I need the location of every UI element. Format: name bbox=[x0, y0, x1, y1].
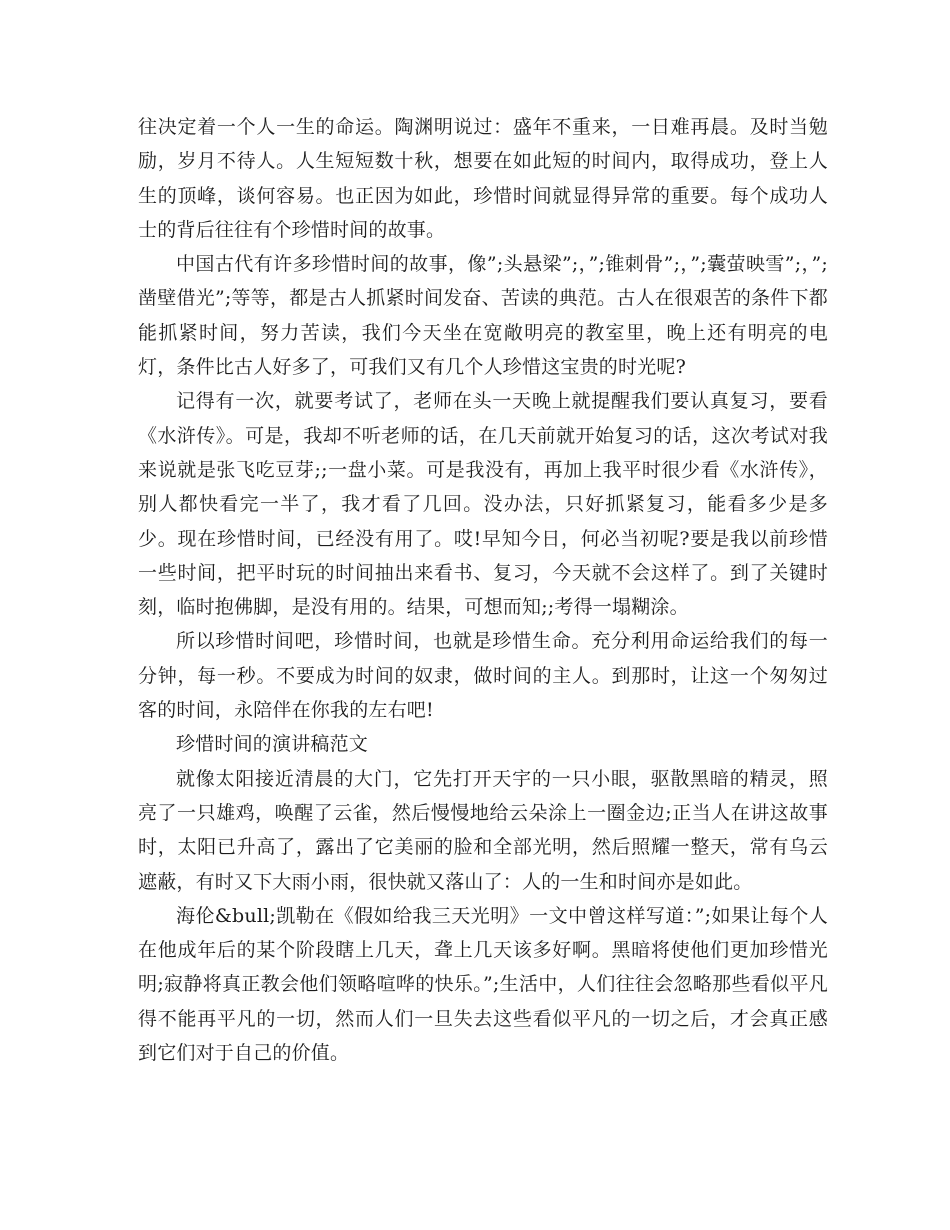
paragraph-exam-memory: 记得有一次，就要考试了，老师在头一天晚上就提醒我们要认真复习，要看《水浒传》。可是，我却不听老师的话，在几天前就开始复习的话，这次考试对我来说就是张飞吃豆芽;;一盘小菜。可是我没有，再加上我平时很少看《水浒传》，别人都快看完一半了，我才看了几回。没办法，只好抓紧复习，能看多少是多少。现在珍惜时间，已经没有用了。哎!早知今日，何必当初呢?要是我以前珍惜一些时间，把平时玩的时间抽出来看书、复习，今天就不会这样了。到了关键时刻，临时抱佛脚，是没有用的。结果，可想而知;;考得一塌糊涂。 bbox=[138, 390, 828, 619]
paragraph-conclusion: 所以珍惜时间吧，珍惜时间，也就是珍惜生命。充分利用命运给我们的每一分钟，每一秒。不要成为时间的奴隶，做时间的主人。到那时，让这一个匆匆过客的时间，永陪伴在你我的左右吧! bbox=[138, 630, 828, 722]
paragraph-helen-keller: 海伦&bull;凯勒在《假如给我三天光明》一文中曾这样写道：”;如果让每个人在他成年后的某个阶段瞎上几天，聋上几天该多好啊。黑暗将使他们更加珍惜光明;寂静将真正教会他们领略喧哗的快乐。”;生活中，人们往往会忽略那些看似平凡得不能再平凡的一切，然而人们一旦失去这些看似平凡的一切之后，才会真正感到它们对于自己的价值。 bbox=[138, 904, 828, 1065]
paragraph-ancient-stories: 中国古代有许多珍惜时间的故事，像”;头悬梁”;，”;锥刺骨”;，”;囊萤映雪”;，”;凿壁借光”;等等，都是古人抓紧时间发奋、苦读的典范。古人在很艰苦的条件下都能抓紧时间，努力苦读，我们今天坐在宽敞明亮的教室里，晚上还有明亮的电灯，条件比古人好多了，可我们又有几个人珍惜这宝贵的时光呢? bbox=[138, 253, 828, 379]
paragraph-continuation: 往决定着一个人一生的命运。陶渊明说过：盛年不重来，一日难再晨。及时当勉励，岁月不待人。人生短短数十秋，想要在如此短的时间内，取得成功，登上人生的顶峰，谈何容易。也正因为如此，珍惜时间就显得异常的重要。每个成功人士的背后往往有个珍惜时间的故事。 bbox=[138, 116, 828, 241]
paragraph-sun-metaphor: 就像太阳接近清晨的大门，它先打开天宇的一只小眼，驱散黑暗的精灵，照亮了一只雄鸡，唤醒了云雀，然后慢慢地给云朵涂上一圈金边;正当人在讲这故事时，太阳已升高了，露出了它美丽的脸和全部光明，然后照耀一整天，常有乌云遮蔽，有时又下大雨小雨，很快就又落山了：人的一生和时间亦是如此。 bbox=[138, 767, 828, 893]
section-heading: 珍惜时间的演讲稿范文 bbox=[176, 733, 369, 756]
document-body bbox=[138, 110, 828, 1070]
